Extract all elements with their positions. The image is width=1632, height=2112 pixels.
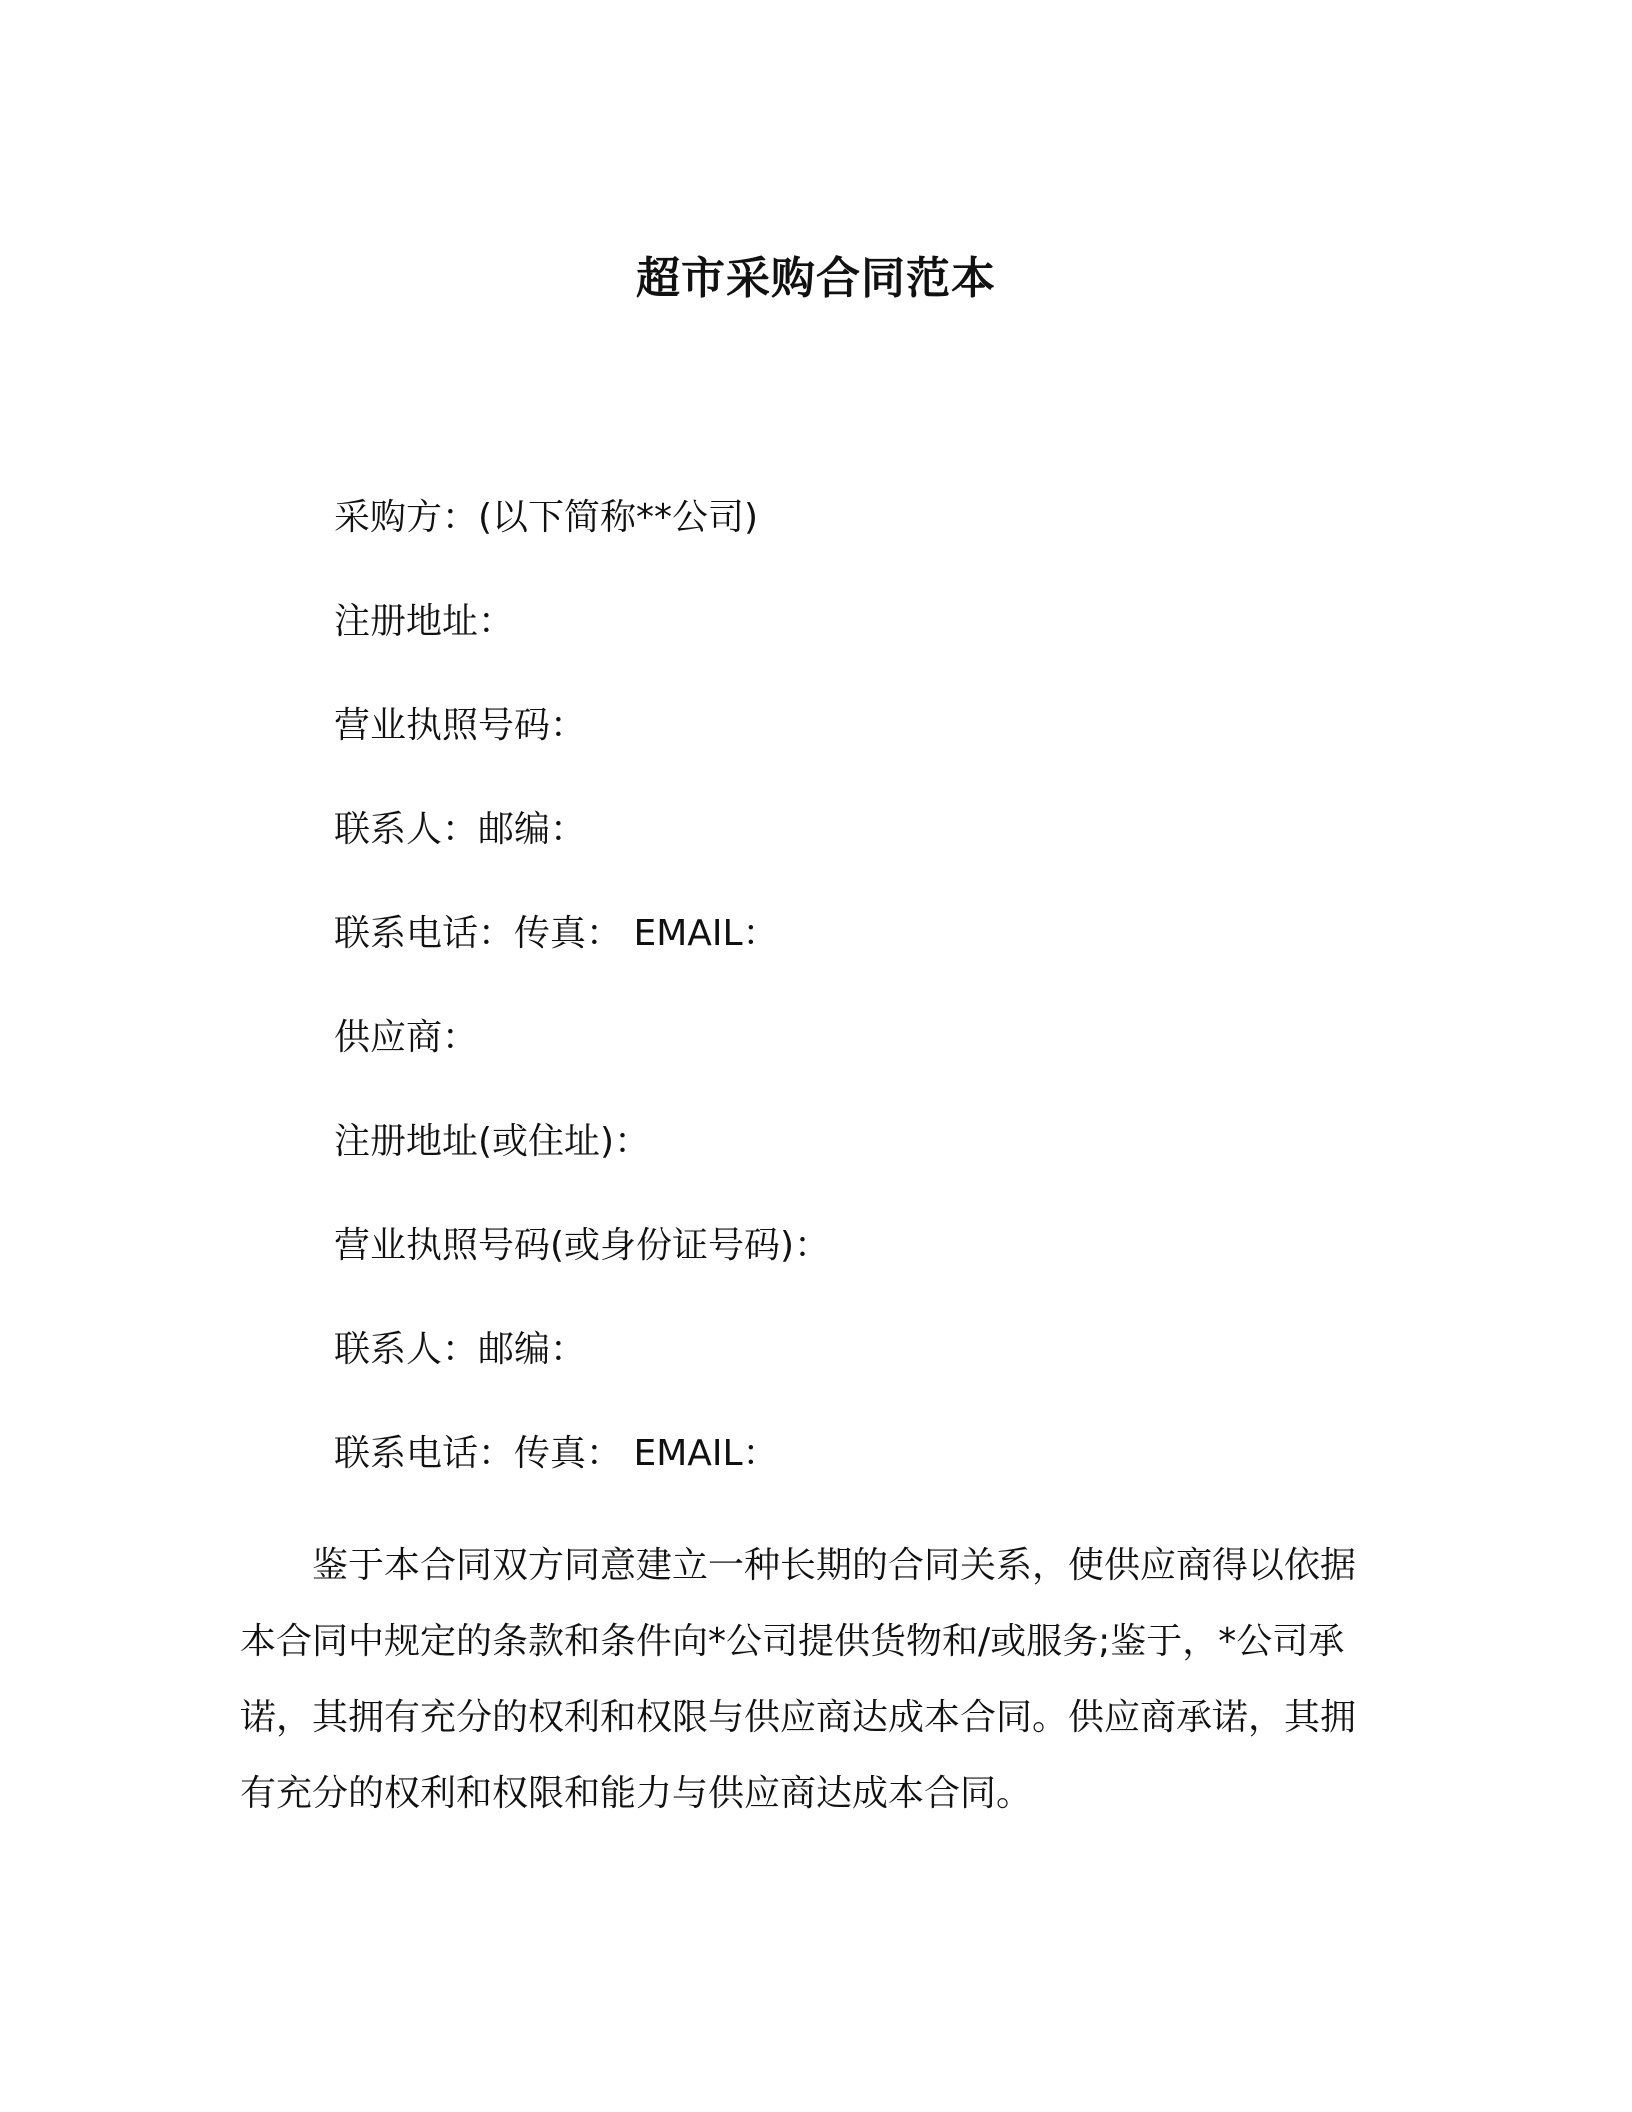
buyer-phone-line: 联系电话：传真： EMAIL： [334,913,779,954]
buyer-license-line: 营业执照号码： [334,705,587,746]
document-title: 超市采购合同范本 [636,253,996,305]
buyer-name-line: 采购方：(以下简称**公司) [334,497,759,538]
buyer-address-line: 注册地址： [334,601,515,642]
supplier-contact-line: 联系人：邮编： [334,1329,587,1370]
supplier-address-line: 注册地址(或住址)： [334,1121,651,1162]
supplier-license-line: 营业执照号码(或身份证号码)： [334,1225,831,1266]
contract-preamble-paragraph: 鉴于本合同双方同意建立一种长期的合同关系，使供应商得以依据本合同中规定的条款和条件向*公司提供货物和/或服务;鉴于，*公司承诺，其拥有充分的权利和权限与供应商达成本合同。供应商承诺，其拥有充分的权利和权限和能力与供应商达成本合同。 [240,1545,1357,1814]
supplier-name-line: 供应商： [334,1017,479,1058]
supplier-phone-line: 联系电话：传真： EMAIL： [334,1433,779,1474]
buyer-contact-line: 联系人：邮编： [334,809,587,850]
party-info-list [334,490,1434,1530]
